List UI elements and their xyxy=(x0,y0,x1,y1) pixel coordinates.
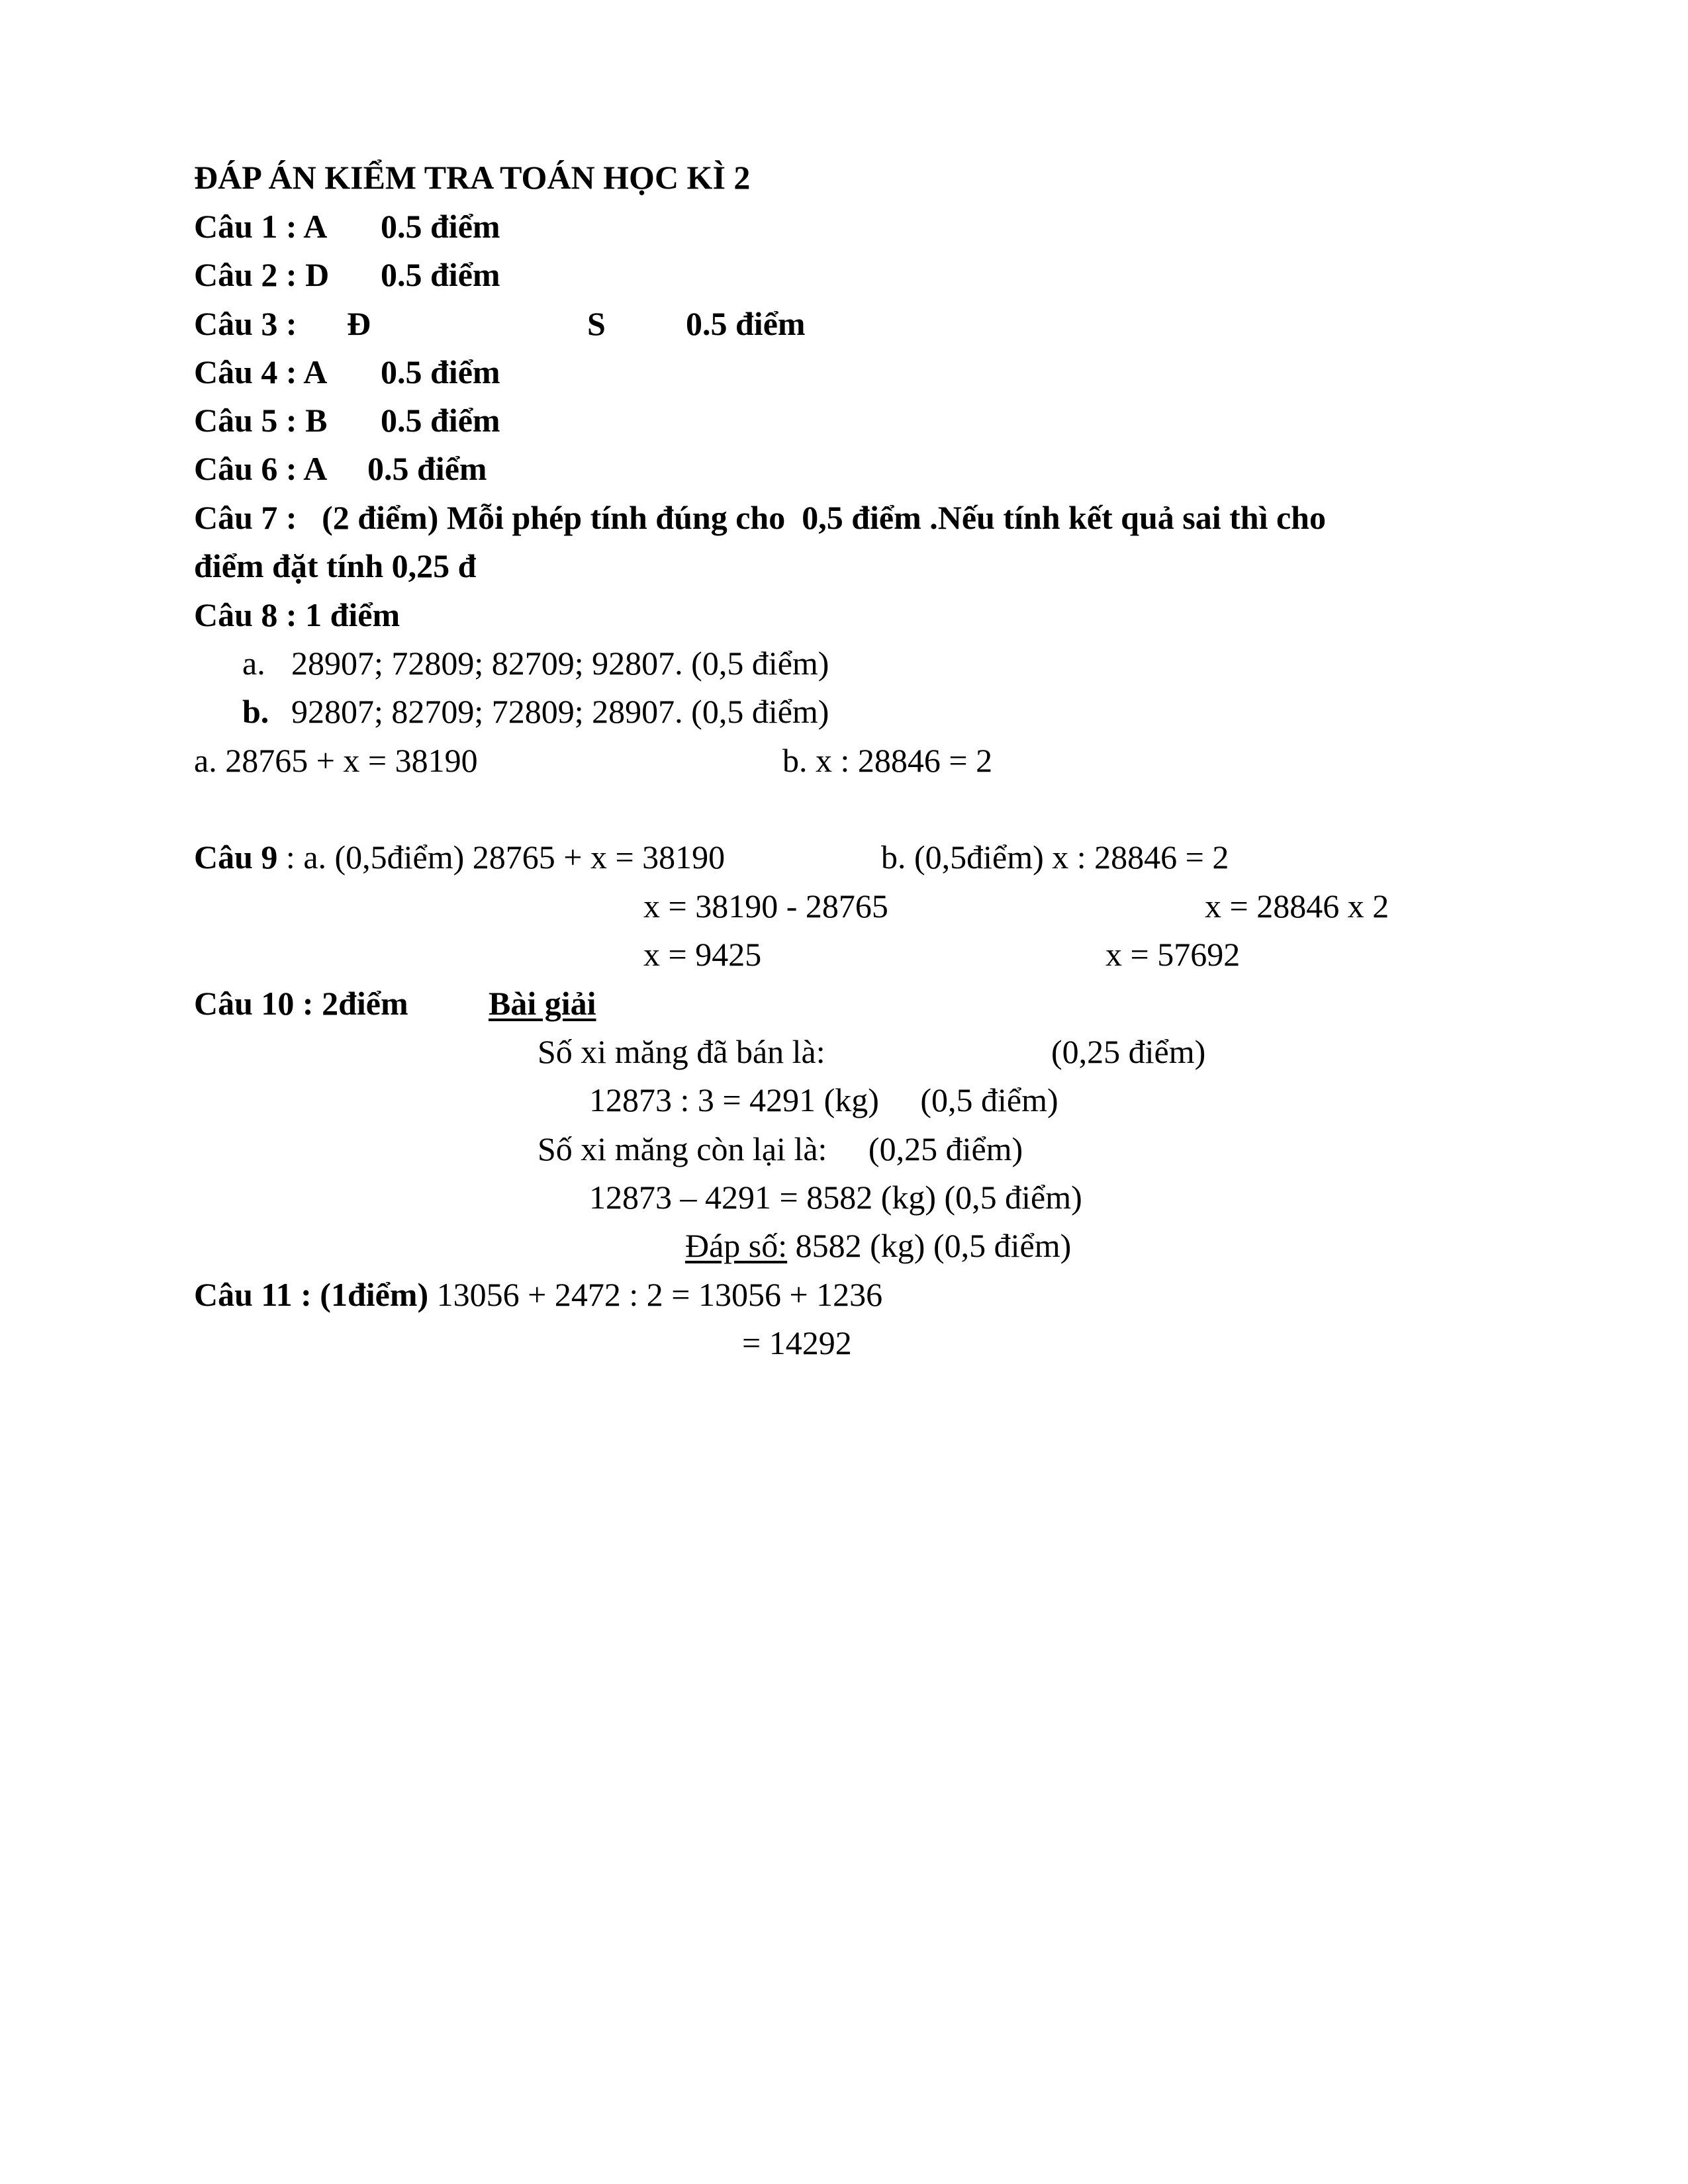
q10-heading: Bài giải xyxy=(489,985,596,1022)
q9-b-head: b. (0,5điểm) x : 28846 = 2 xyxy=(881,839,1229,876)
q6-score: 0.5 điểm xyxy=(367,450,487,487)
q10-line1: Số xi măng đã bán là: xyxy=(538,1033,825,1070)
q1-score: 0.5 điểm xyxy=(381,208,500,245)
q10-answer xyxy=(685,1226,1071,1265)
q10-line3: Số xi măng còn lại là: (0,25 điểm) xyxy=(538,1130,1023,1167)
q8-b-text: 92807; 82709; 72809; 28907. (0,5 điểm) xyxy=(291,693,829,730)
q3-true: Đ xyxy=(347,305,371,342)
problem-a: a. 28765 + x = 38190 xyxy=(194,742,478,779)
q4-score: 0.5 điểm xyxy=(381,353,500,390)
answer-q4 xyxy=(194,352,500,392)
q3-score: 0.5 điểm xyxy=(686,305,806,342)
answer-q2 xyxy=(194,255,500,295)
document-title: ĐÁP ÁN KIỂM TRA TOÁN HỌC KÌ 2 xyxy=(194,159,751,196)
answer-q1 xyxy=(194,206,500,246)
q5-score: 0.5 điểm xyxy=(381,402,500,439)
q3-false: S xyxy=(587,305,606,342)
q9-a-step1: x = 38190 - 28765 xyxy=(643,887,888,925)
q11-result: = 14292 xyxy=(742,1324,852,1361)
q5-label: Câu 5 : B xyxy=(194,402,328,439)
answer-q11 xyxy=(194,1275,882,1314)
q8-a-text: 28907; 72809; 82709; 92807. (0,5 điểm) xyxy=(291,645,829,682)
answer-q8-label: Câu 8 : 1 điểm xyxy=(194,596,400,633)
answer-q7-line2: điểm đặt tính 0,25 đ xyxy=(194,547,477,584)
q11-expr: 13056 + 2472 : 2 = 13056 + 1236 xyxy=(428,1276,883,1313)
q2-label: Câu 2 : D xyxy=(194,256,330,293)
q9-b-step2: x = 57692 xyxy=(1105,936,1241,973)
q9-a-head: : a. (0,5điểm) 28765 + x = 38190 xyxy=(277,839,726,876)
q8-b-marker: b. xyxy=(242,693,269,730)
q9-label: Câu 9 xyxy=(194,839,278,876)
answer-q6 xyxy=(194,449,487,488)
answer-q3 xyxy=(194,304,856,343)
problem-b: b. x : 28846 = 2 xyxy=(782,742,993,779)
q1-label: Câu 1 : A xyxy=(194,208,328,245)
answer-q9-head-a xyxy=(194,837,725,877)
q10-line1-score: (0,25 điểm) xyxy=(1051,1033,1206,1070)
answer-q10-label: Câu 10 : 2điểm xyxy=(194,985,408,1022)
answer-q5 xyxy=(194,400,500,440)
q11-label: Câu 11 : (1điểm) xyxy=(194,1276,429,1313)
q10-answer-label: Đáp số: xyxy=(685,1227,788,1264)
q10-answer-text: 8582 (kg) (0,5 điểm) xyxy=(787,1227,1072,1264)
q2-score: 0.5 điểm xyxy=(381,256,500,293)
q8-a-marker: a. xyxy=(242,645,265,682)
answer-q7-line1: Câu 7 : (2 điểm) Mỗi phép tính đúng cho 0,5 điểm .Nếu tính kết quả sai thì cho xyxy=(194,499,1326,536)
q9-b-step1: x = 28846 x 2 xyxy=(1205,887,1389,925)
q10-line2: 12873 : 3 = 4291 (kg) (0,5 điểm) xyxy=(589,1081,1058,1118)
q4-label: Câu 4 : A xyxy=(194,353,328,390)
q3-label: Câu 3 : xyxy=(194,305,297,342)
q8-list-a xyxy=(242,643,829,683)
q6-label: Câu 6 : A xyxy=(194,450,328,487)
q8-list-b xyxy=(242,692,829,731)
q10-line4: 12873 – 4291 = 8582 (kg) (0,5 điểm) xyxy=(589,1179,1082,1216)
q9-a-step2: x = 9425 xyxy=(643,936,762,973)
